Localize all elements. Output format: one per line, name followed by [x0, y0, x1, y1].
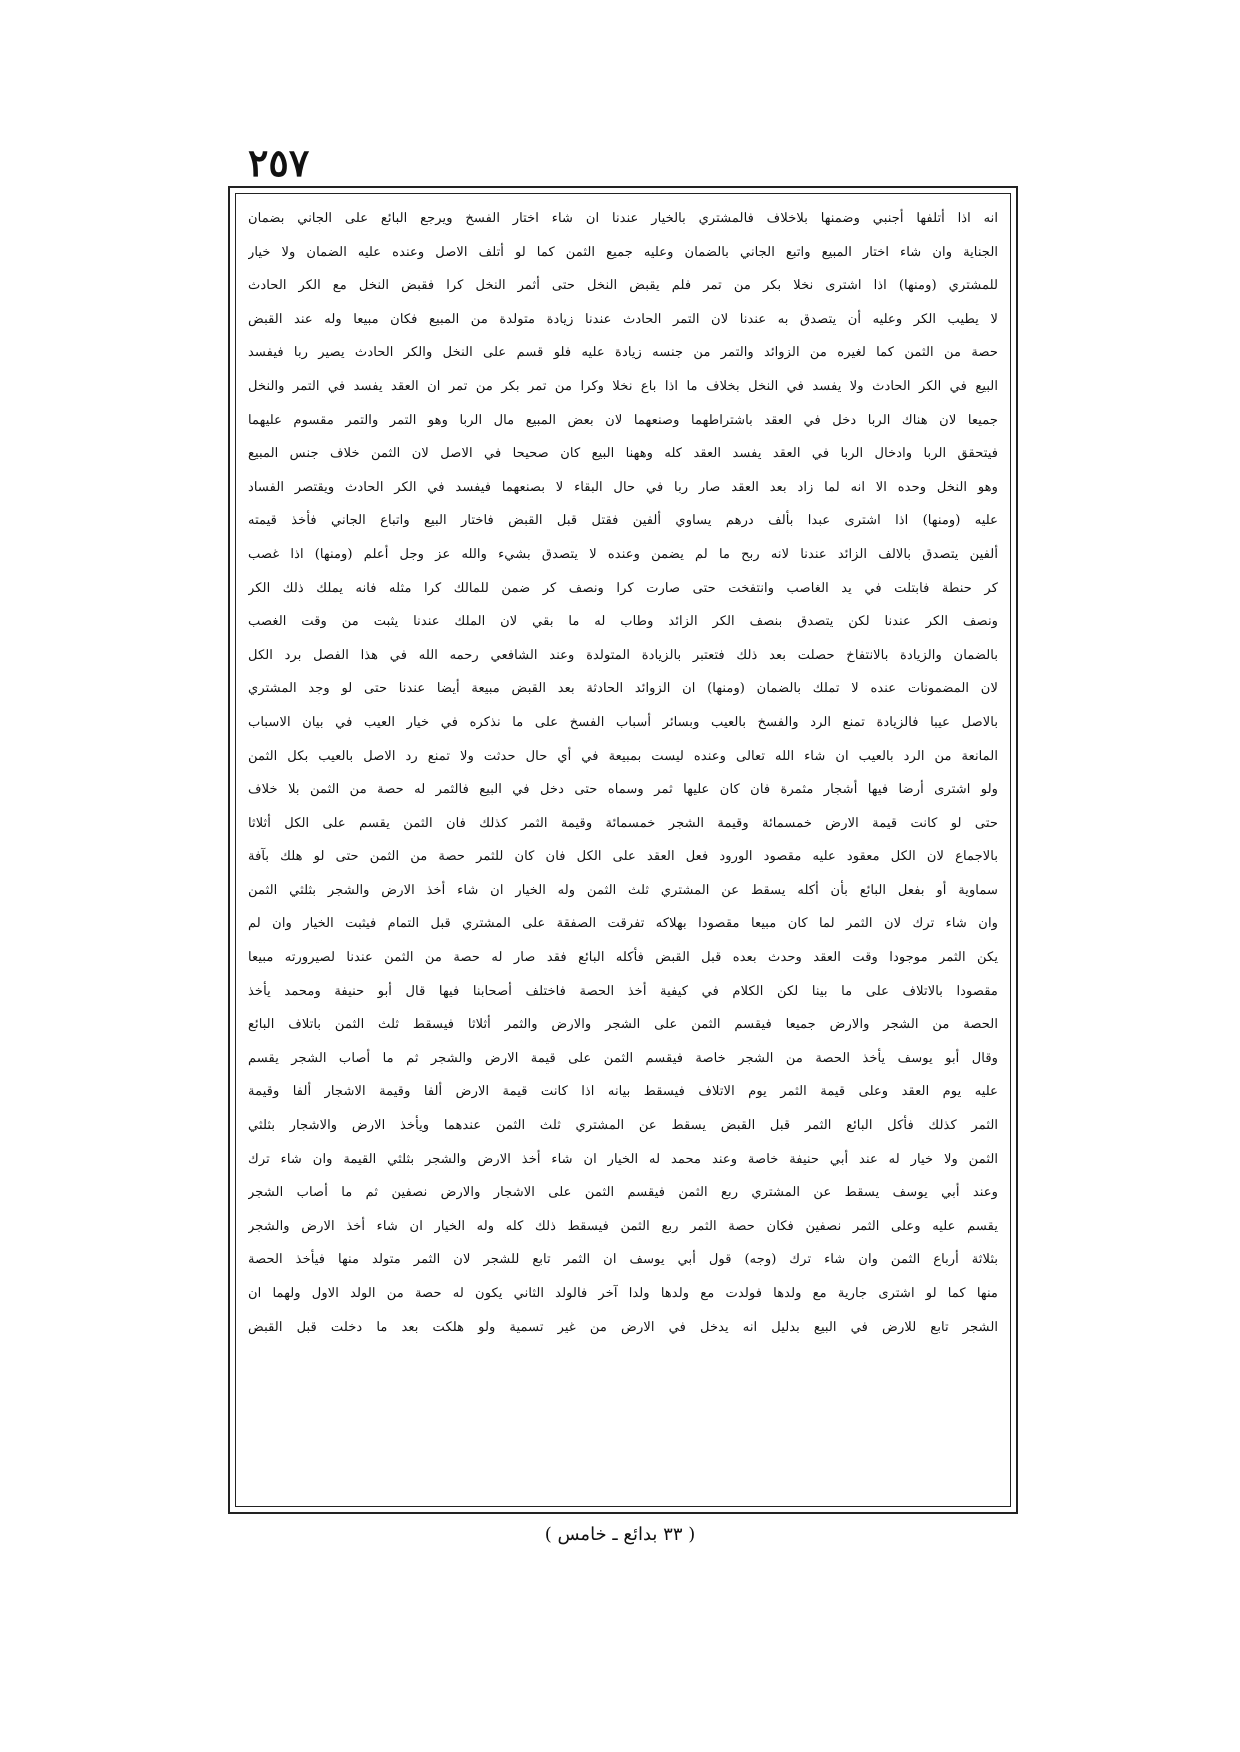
- text-line: ونصف الكر عندنا لكن يتصدق بنصف الكر الزائد وطاب له ما بقي لان الملك عندنا يثبت من وقت الغصب: [248, 614, 998, 630]
- text-line: الجناية وان شاء اختار المبيع واتبع الجاني بالضمان وعليه جميع الثمن كما لو أتلف الاصل وعنده عليه الضمان ولا خيار: [248, 244, 998, 260]
- text-line: وعند أبي يوسف يسقط عن المشتري ربع الثمن فيقسم الثمن على الاشجار والارض نصفين ثم ما أصاب الشجر: [248, 1185, 998, 1201]
- signature-mark: ( ٣٣ بدائع ـ خامس ): [544, 1524, 696, 1545]
- text-line: البيع في الكر الحادث ولا يفسد في النخل بخلاف ما اذا باع نخلا وكرا من تمر بكر من تمر ان العقد يفسد في التمر والنخل: [248, 378, 998, 394]
- text-line: لا يطيب الكر وعليه أن يتصدق به عندنا لان التمر الحادث عندنا زيادة متولدة من المبيع فكان مبيعا وله عند القبض: [248, 311, 998, 327]
- text-line: بالاجماع لان الكل معقود عليه مقصود الورود فعل العقد على الكل فان كان للثمر حصة من الثمن حتى لو هلك بآفة: [248, 849, 998, 865]
- text-line: المانعة من الرد بالعيب ان شاء الله تعالى وعنده ليست بمبيعة في أي حال حدثت ولا تمنع رد الاصل بالعيب بكل الثمن: [248, 748, 998, 764]
- text-line: للمشتري (ومنها) اذا اشترى نخلا بكر من تمر فلم يقبض النخل حتى أثمر النخل كرا فقبض النخل مع الكر الحادث: [248, 278, 998, 294]
- text-line: ألفين يتصدق بالالف الزائد عندنا لانه ربح ما لم يضمن وعنده لا يتصدق بشيء والله عز وجل أعلم (ومنها) اذا غصب: [248, 546, 998, 562]
- text-line: فيتحقق الربا وادخال الربا في العقد يفسد العقد كله وههنا البيع كان صحيحا في الاصل لان الثمن خلاف جنس المبيع: [248, 446, 998, 462]
- text-line: بالضمان والزيادة بالانتفاخ حصلت بعد ذلك فتعتبر بالزيادة المتولدة وعند الشافعي رحمه الله في هذا الفصل برد الكل: [248, 647, 998, 663]
- text-line: الشجر تابع للارض في البيع بدليل انه يدخل في الارض من غير تسمية ولو هلكت بعد ما دخلت قبل القبض: [248, 1319, 998, 1335]
- text-line: وان شاء ترك لان الثمر لما كان مبيعا مقصودا بهلاكه تفرقت الصفقة على المشتري قبل التمام فيثبت الخيار وان لم: [248, 916, 998, 932]
- text-frame: [228, 186, 1018, 1514]
- text-line: انه اذا أتلفها أجنبي وضمنها بلاخلاف فالمشتري بالخيار عندنا ان شاء اختار الفسخ ويرجع البائع على الجاني بضمان: [248, 211, 998, 226]
- text-line: لان المضمونات عنده لا تملك بالضمان (ومنها) ان الزوائد الحادثة بعد القبض مبيعة أيضا عندنا حتى لو وجد المشتري: [248, 681, 998, 697]
- text-line: الثمن ولا خيار له عند أبي حنيفة خاصة وعند محمد له الخيار ان شاء أخذ الارض والشجر بثلثي القيمة وان شاء ترك: [248, 1151, 998, 1167]
- text-line: كر حنطة فابتلت في يد الغاصب وانتفخت حتى صارت كرا ونصف كر ضمن للمالك كرا مثله فانه يملك ذلك الكر: [248, 580, 998, 596]
- text-line: عليه يوم العقد وعلى قيمة الثمر يوم الاتلاف فيسقط بيانه اذا كانت قيمة الارض ألفا وقيمة الاشجار ألفا وقيمة: [248, 1084, 998, 1100]
- text-line: بالاصل عيبا فالزيادة تمنع الرد والفسخ بالعيب وبسائر أسباب الفسخ على ما نذكره في خيار العيب في بيان الاسباب: [248, 714, 998, 730]
- inner-frame: [235, 193, 1011, 1507]
- text-line: سماوية أو بفعل البائع بأن أكله يسقط عن المشتري ثلث الثمن وله الخيار ان شاء أخذ الارض والشجر بثلثي الثمن: [248, 882, 998, 898]
- text-line: عليه (ومنها) اذا اشترى عبدا بألف درهم يساوي ألفين فقتل قبل القبض فاختار البيع واتباع الجاني فأخذ قيمته: [248, 513, 998, 529]
- text-line: الثمر كذلك فأكل البائع الثمر قبل القبض يسقط عن المشتري ثلث الثمن عندهما ويأخذ الارض والاشجار بثلثي: [248, 1118, 998, 1134]
- text-line: وهو النخل وحده الا انه لما زاد بعد العقد صار ربا في حال البقاء لا بصنعهما فيفسد في الكر الحادث ويقتصر الفساد: [248, 479, 998, 495]
- text-line: حصة من الثمن كما لغيره من الزوائد والتمر من جنسه زيادة عليه فلو قسم على النخل والكر الحادث يصير ربا فيفسد: [248, 345, 998, 361]
- text-line: يقسم عليه وعلى الثمر نصفين فكان حصة الثمر ربع الثمن فيسقط ذلك كله وله الخيار ان شاء أخذ الارض والشجر: [248, 1218, 998, 1234]
- text-body: [248, 202, 998, 1498]
- text-line: بثلاثة أرباع الثمن وان شاء ترك (وجه) قول أبي يوسف ان الثمر تابع للشجر لان الثمر متولد منها فيأخذ الحصة: [248, 1252, 998, 1268]
- text-line: حتى لو كانت قيمة الارض خمسمائة وقيمة الشجر خمسمائة وقيمة الثمر كذلك فان الثمن يقسم على الكل أثلاثا: [248, 815, 998, 831]
- text-line: ولو اشترى أرضا فيها أشجار مثمرة فان كان عليها ثمر وسماه حتى دخل في البيع فالثمر له حصة من الثمن بلا خلاف: [248, 782, 998, 798]
- page-number: ٢٥٧: [248, 140, 310, 185]
- text-line: مقصودا بالاتلاف على ما بينا لكن الكلام في كيفية أخذ الحصة فاختلف أصحابنا فيها قال أبو حنيفة ومحمد يأخذ: [248, 983, 998, 999]
- text-line: منها كما لو اشترى جارية مع ولدها فولدت مع ولدها ولدا آخر فالولد الثاني يكون له حصة من الولد الاول ولهما ان: [248, 1286, 998, 1301]
- text-line: وقال أبو يوسف يأخذ الحصة من الشجر خاصة فيقسم الثمن على قيمة الارض والشجر ثم ما أصاب الشجر يقسم: [248, 1050, 998, 1066]
- text-line: جميعا لان هناك الربا دخل في العقد باشتراطهما وصنعهما لان بعض المبيع مال الربا وهو التمر والتمر مقسوم عليهما: [248, 412, 998, 428]
- text-line: الحصة من الشجر والارض جميعا فيقسم الثمن على الشجر والارض والثمر أثلاثا فيسقط ثلث الثمن باتلاف البائع: [248, 1017, 998, 1033]
- text-line: يكن الثمر موجودا وقت العقد وحدث بعده قبل القبض فأكله البائع فقد صار له حصة من الثمن عندنا لصيرورته مبيعا: [248, 950, 998, 966]
